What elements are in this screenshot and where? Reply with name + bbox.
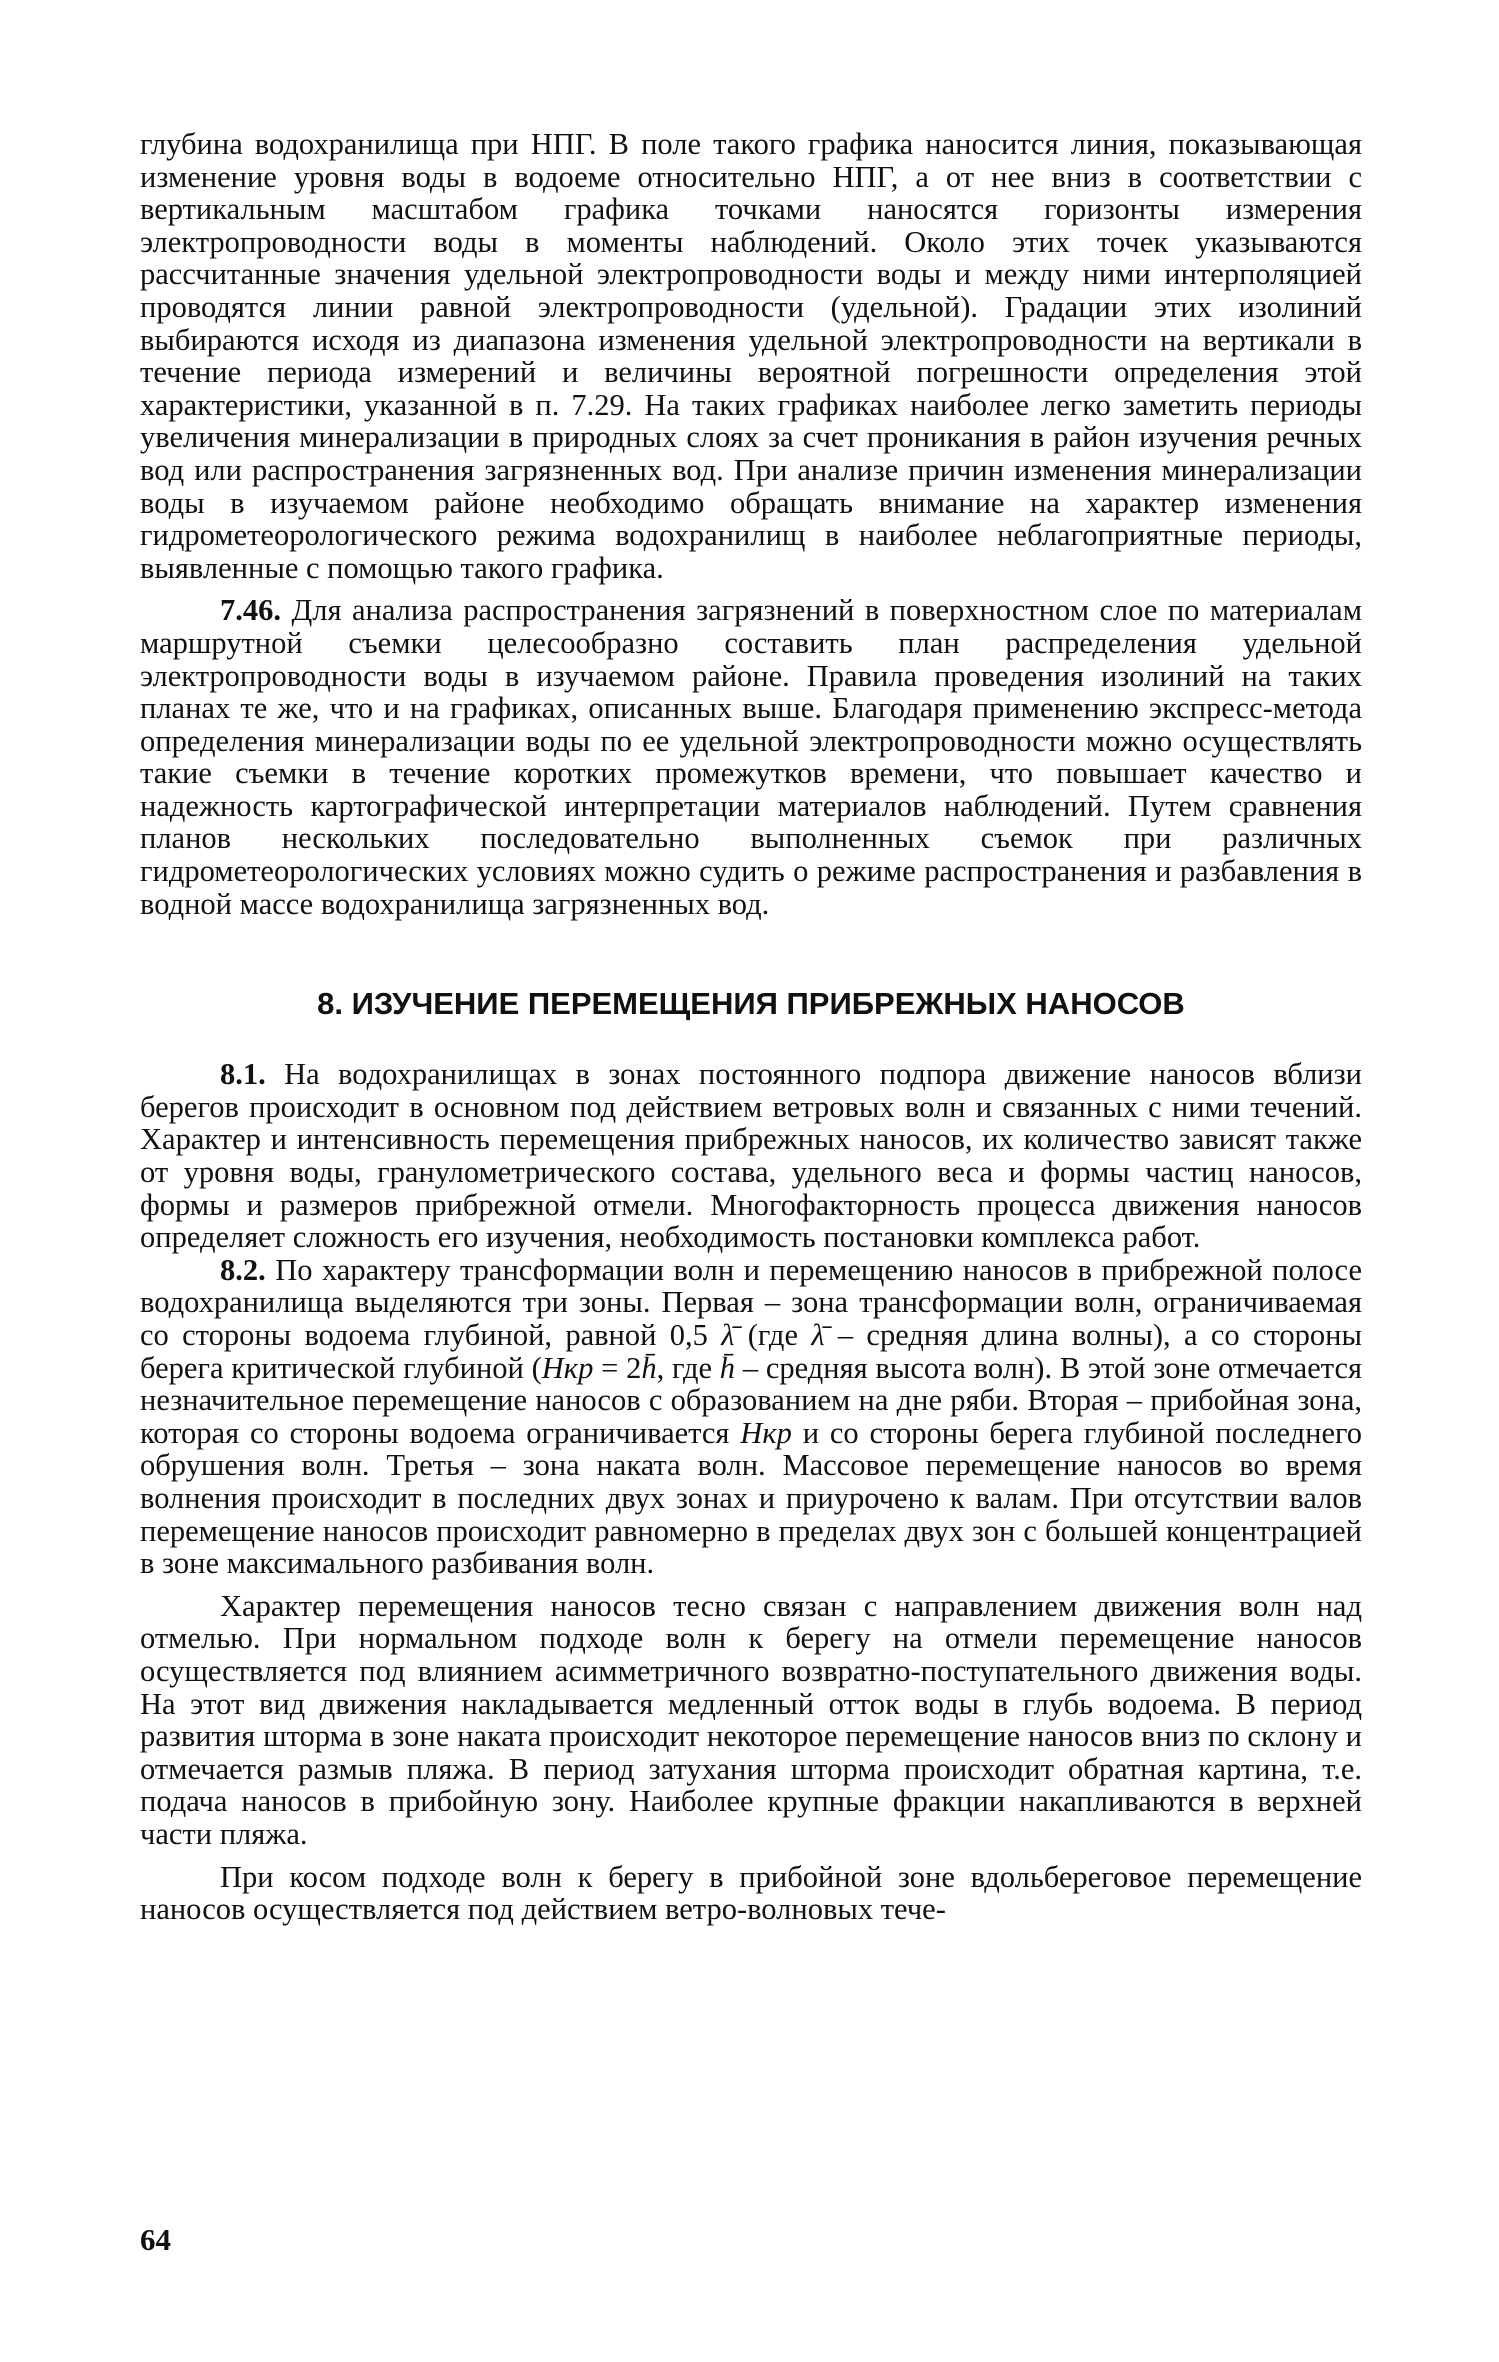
- page-number: 64: [140, 2222, 171, 2257]
- paragraph-text: – средняя длина волны), а со стороны берега критической глубиной (: [140, 1318, 1362, 1385]
- wave-height-symbol: h̄: [641, 1350, 657, 1385]
- paragraph-8-1: [140, 1058, 1362, 1254]
- section-heading: 8. ИЗУЧЕНИЕ ПЕРЕМЕЩЕНИЯ ПРИБРЕЖНЫХ НАНОСОВ: [317, 986, 1185, 1022]
- paragraph-oblique-approach: При косом подходе волн к берегу в прибойной зоне вдольбереговое перемещение наносов осуществляется под действием ветро-волновых тече-: [140, 1859, 1362, 1927]
- paragraph-continuation: глубина водохранилища при НПГ. В поле такого графика наносится линия, показывающая изменение уровня воды в водоеме относительно НПГ, а от нее вниз в соответствии с вертикальным масштабом графика точками наносятся горизонты измерения электропроводности воды в моменты наблюдений. Около этих точек указываются рассчитанные значения удельной электропроводности воды и между ними интерполяцией проводятся линии равной электропроводности (удельной). Градации этих изолиний выбираются исходя из диапазона изменения удельной электропроводности на вертикали в течение периода измерений и величины вероятной погрешности определения этой характеристики, указанной в п. 7.29. На таких графиках наиболее легко заметить периоды увеличения минерализации в природных слоях за счет проникания в район изучения речных вод или распространения загрязненных вод. При анализе причин изменения минерализации воды в изучаемом районе необходимо обращать внимание на характер изменения гидрометеорологического режима водохранилищ в наиболее неблагоприятные периоды, выявленные с помощью такого графика.: [140, 127, 1362, 585]
- wave-height-symbol: h̄: [719, 1350, 736, 1385]
- wavelength-symbol: λ̄: [811, 1318, 825, 1352]
- paragraph-number: 7.46.: [220, 593, 281, 628]
- paragraph-text: На водохранилищах в зонах постоянного подпора движение наносов вблизи берегов происходит в основном под действием ветровых волн и связанных с ними течений. Характер и интенсивность перемещения прибрежных наносов, их количество зависят также от уровня воды, гранулометрического состава, удельного веса и формы частиц наносов, формы и размеров прибрежной отмели. Многофакторность процесса движения наносов определяет сложность его изучения, необходимость постановки комплекса работ.: [140, 1057, 1362, 1255]
- paragraph-text: = 2: [593, 1350, 642, 1385]
- paragraph-text: и со стороны берега глубиной последнего обрушения волн. Третья – зона наката волн. Массовое перемещение наносов во время волнения происходит в последних двух зонах и приурочено к валам. При отсутствии валов перемещение наносов происходит равномерно в пределах двух зон с большей концентрацией в зоне максимального разбивания волн.: [140, 1415, 1362, 1581]
- page-content: [140, 128, 1362, 1926]
- paragraph-text: , где: [656, 1350, 720, 1385]
- critical-depth-symbol: Hкр: [541, 1350, 594, 1385]
- paragraph-8-2: [140, 1254, 1362, 1580]
- paragraph-7-46: [140, 594, 1362, 920]
- paragraph-wave-direction: Характер перемещения наносов тесно связан с направлением движения волн над отмелью. При нормальном подходе волн к берегу на отмели перемещение наносов осуществляется под влиянием асимметричного возвратно-поступательного движения воды. На этот вид движения накладывается медленный отток воды в глубь водоема. В период развития шторма в зоне наката происходит некоторое перемещение наносов вниз по склону и отмечается размыв пляжа. В период затухания шторма происходит обратная картина, т.е. подача наносов в прибойную зону. Наиболее крупные фракции накапливаются в верхней части пляжа.: [140, 1588, 1362, 1851]
- paragraph-number: 8.1.: [220, 1057, 266, 1092]
- wavelength-symbol: λ̄: [721, 1318, 735, 1352]
- critical-depth-symbol: Hкр: [740, 1415, 792, 1450]
- paragraph-text: – средняя высота волн). В этой зоне отмечается незначительное перемещение наносов с образованием на дне ряби. Вторая – прибойная зона, которая со стороны водоема ограничивается: [140, 1350, 1363, 1450]
- paragraph-text: Для анализа распространения загрязнений в поверхностном слое по материалам маршрутной съемки целесообразно составить план распределения удельной электропроводности воды в изучаемом районе. Правила проведения изолиний на таких планах те же, что и на графиках, описанных выше. Благодаря применению экспресс-метода определения минерализации воды по ее удельной электропроводности можно осуществлять такие съемки в течение коротких промежутков времени, что повышает качество и надежность картографической интерпретации материалов наблюдений. Путем сравнения планов нескольких последовательно выполненных съемок при различных гидрометеорологических условиях можно судить о режиме распространения и разбавления в водной массе водохранилища загрязненных вод.: [140, 593, 1362, 921]
- paragraph-number: 8.2.: [220, 1252, 266, 1287]
- paragraph-text: (где: [734, 1318, 812, 1352]
- paragraph-text: По характеру трансформации волн и перемещению наносов в прибрежной полосе водохранилища выделяются три зоны. Первая – зона трансформации волн, ограничиваемая со стороны водоема глубиной, равной 0,5: [140, 1252, 1362, 1352]
